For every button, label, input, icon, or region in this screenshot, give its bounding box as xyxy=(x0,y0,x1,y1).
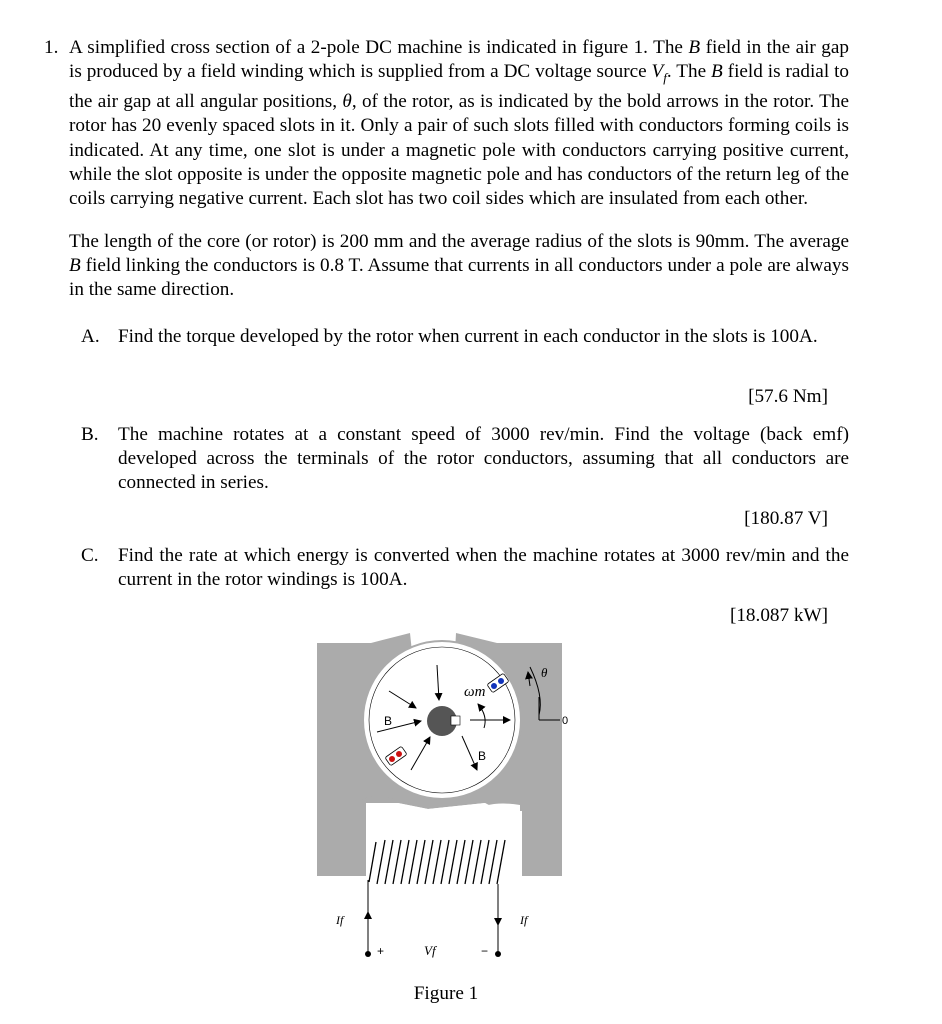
part-b-answer: [180.87 V] xyxy=(744,508,828,529)
part-c-label: C. xyxy=(81,545,99,566)
intro-run: f xyxy=(663,70,667,86)
part-a-text: Find the torque developed by the rotor when current in each conductor in the slots is 100A. xyxy=(118,326,818,347)
intro-run: B xyxy=(688,37,701,58)
intro-run: θ xyxy=(342,91,352,113)
intro-run: field is radial to the air gap at all angular positions, xyxy=(69,61,850,113)
part-b-text: The machine rotates at a constant speed of 3000 rev/min. Find the voltage (back emf) developed across the terminals of the rotor conductors, assuming that all conductors are connected in series. xyxy=(118,424,849,494)
question-intro xyxy=(69,36,849,211)
zero-label: 0 xyxy=(562,715,569,727)
if-label-right: If xyxy=(520,913,528,927)
intro-run: A simplified cross section of a 2-pole DC machine is indicated in figure 1. The xyxy=(69,37,689,58)
part-a-answer: [57.6 Nm] xyxy=(748,386,828,407)
intro-run: . The xyxy=(666,61,712,83)
intro-run: B xyxy=(711,61,723,83)
plus-label: + xyxy=(377,944,385,958)
terminal-minus xyxy=(495,951,501,957)
terminal-plus xyxy=(365,951,371,957)
vf-label: Vf xyxy=(424,943,436,958)
if-label-left: If xyxy=(336,913,344,927)
intro-run: field in the air gap is produced by a field winding which is supplied from a DC voltage source xyxy=(69,37,849,83)
machine-figure xyxy=(0,620,942,980)
question-specs xyxy=(69,230,849,303)
omega-label: ωm xyxy=(464,684,486,700)
intro-run: , of the rotor, as is indicated by the bold arrows in the rotor. The rotor has 20 evenly spaced slots in it. Only a pair of such slots filled with conductors forming coils is indicated. At any time, one slot is under a magnetic pole with conductors carrying positive current, while the slot opposite is under the opposite magnetic pole and has conductors of the return leg of the coils carrying negative current. Each slot has two coil sides which are insulated from each other. xyxy=(69,91,849,210)
specs-run: The length of the core (or rotor) is 200 mm and the average radius of the slots is 90mm. The average xyxy=(69,231,849,252)
theta-label: θ xyxy=(541,665,548,680)
part-c-text: Find the rate at which energy is converted when the machine rotates at 3000 rev/min and the current in the rotor windings is 100A. xyxy=(118,545,849,591)
figure-caption: Figure 1 xyxy=(413,983,479,1004)
b-label-bottom: B xyxy=(478,749,487,763)
part-b-label: B. xyxy=(81,424,99,445)
b-label-left: B xyxy=(384,714,393,728)
specs-run: field linking the conductors is 0.8 T. Assume that currents in all conductors under a pole are always in the same direction. xyxy=(69,255,849,301)
part-a-label: A. xyxy=(81,326,100,347)
question-number: 1. xyxy=(44,37,59,58)
intro-run: V xyxy=(651,61,664,83)
specs-run: B xyxy=(69,255,81,277)
field-winding xyxy=(369,840,505,884)
part-c-answer: [18.087 kW] xyxy=(729,605,828,626)
minus-label: − xyxy=(481,944,489,958)
